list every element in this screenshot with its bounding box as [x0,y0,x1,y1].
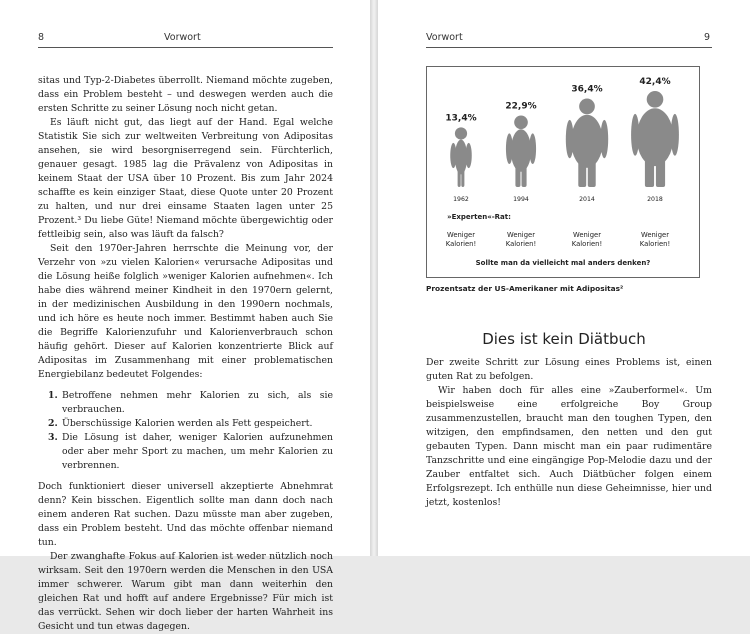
advice-label: Kalorien! [571,240,603,248]
running-head: Vorwort [426,32,463,43]
year-label: 2018 [647,196,663,203]
page-number: 9 [704,32,711,43]
silhouette-arm [671,114,679,156]
silhouette-torso [637,108,674,166]
paragraph: Es läuft nicht gut, das liegt auf der Hand. Egal welche Statistik Sie sich zur weltweiten Verbreitung von Adipositas ansehen, sie wird besorgniserregend sein. Fürchterlich, genauer gesagt. 1985 lag die Prävalenz von Adipositas in keinem Staat der USA über 10 Prozent. Bis zum Jahr 2024 schaffte es kein einziger Staat, diese Quote unter 20 Prozent zu halten, und nur drei einsame Staaten lagen unter 25 Prozent.³ Du liebe Güte! Niemand möchte übergewichtig oder fettleibig sein, also was läuft da falsch? [38,117,333,240]
left-page [0,0,370,632]
silhouette-arm [566,120,574,158]
right-page [378,0,750,556]
figure-caption: Prozentsatz der US-Amerikaner mit Adipositas² [426,284,624,293]
obesity-figure [426,66,700,278]
list-text: Die Lösung ist daher, weniger Kalorien aufzunehmen oder aber mehr Sport zu machen, um mehr Kalorien zu verbrennen. [62,432,333,471]
list-item [48,431,333,473]
silhouette-arm [631,114,639,156]
silhouette-arm [506,133,513,164]
silhouette-arm [466,143,472,168]
book-gutter [370,0,378,556]
advice-label: Kalorien! [505,240,537,248]
paragraph: Doch funktioniert dieser universell akzeptierte Abnehmrat denn? Kein bisschen. Eigentlich sollte man dann doch nach einem anderen Rat suchen. Dazu müsste man aber zugeben, dass ein Problem besteht. Und das möchte offenbar niemand tun. [38,481,333,548]
silhouette-arm [600,120,608,158]
paragraph: Der zwanghafte Fokus auf Kalorien ist weder nützlich noch wirksam. Seit den 1970ern werden die Menschen in den USA immer schwerer. Warum gibt man dann weiterhin den gleichen Rat und hofft auf andere Ergebnisse? Für mich ist das verrückt. Sehen wir doch lieber der harten Wahrheit ins Gesicht und tun etwas dagegen. [38,551,333,632]
figure-illustration [427,67,699,277]
list-number: 1. [48,390,58,401]
percentage-label: 13,4% [445,113,477,124]
list-item [48,417,333,431]
silhouette-torso [455,140,467,175]
silhouette-head [647,91,664,108]
page-number: 8 [38,32,45,43]
list-item [48,389,333,417]
silhouette-torso [571,115,603,168]
advice-label: Weniger [507,231,535,239]
header-rule [38,47,333,48]
silhouette-head [514,115,528,129]
advice-label: Weniger [573,231,601,239]
paragraph: sitas und Typ-2-Diabetes überrollt. Niemand möchte zugeben, dass ein Problem besteht – und deswegen werden auch die ersten Schritte zu seiner Lösung noch nicht getan. [38,75,333,114]
silhouette-arm [450,143,456,168]
list-text: Betroffene nehmen mehr Kalorien zu sich, als sie verbrauchen. [62,390,333,415]
figure-question: Sollte man da vielleicht mal anders denken? [475,259,651,267]
advice-label: Kalorien! [639,240,671,248]
advice-label: Kalorien! [445,240,477,248]
silhouette-head [455,127,467,139]
list-text: Überschüssige Kalorien werden als Fett gespeichert. [62,418,313,429]
advice-label: Weniger [641,231,669,239]
percentage-label: 36,4% [571,84,603,95]
list-number: 2. [48,418,58,429]
paragraph: Der zweite Schritt zur Lösung eines Problems ist, einen guten Rat zu befolgen. [426,357,712,382]
paragraph: Seit den 1970er-Jahren herrschte die Meinung vor, der Verzehr von »zu vielen Kalorien« verursache Adipositas und die Lösung heiße folglich »weniger Kalorien aufnehmen«. Ich habe dies während meiner Kindheit in den 1970ern gelernt, in der medizinischen Ausbildung in den 1990ern nochmals, und ich höre es heute noch immer. Bestimmt haben auch Sie die Begriffe Kalorienzufuhr und Kalorienverbrauch schon häufig gehört. Dieser auf Kalorien konzentrierte Blick auf Adipositas im Zusammenhang mit einer problematischen Energiebilanz bedeutet Folgendes: [38,243,333,380]
right-body-text [426,356,712,510]
percentage-label: 22,9% [505,101,537,112]
paragraph: Wir haben doch für alles eine »Zauberformel«. Um beispielsweise eine erfolgreiche Boy Group zusammenzustellen, braucht man den toughen Typen, den witzigen, den empfindsamen, den netten und den gut gebauten Typen. Dann mischt man ein paar rudimentäre Tanzschritte und eine eingängige Pop-Melodie dazu und der Zauber entfaltet sich. Auch Diätbücher folgen einem Erfolgsrezept. Ich enthülle nun diese Geheimnisse, hier und jetzt, kostenlos! [426,385,712,508]
year-label: 1962 [453,196,469,203]
silhouette-arm [529,133,536,164]
year-label: 2014 [579,196,595,203]
advice-label: Weniger [447,231,475,239]
list-number: 3. [48,432,58,443]
percentage-label: 42,4% [639,77,671,88]
left-body-text [38,74,333,634]
numbered-list [38,389,333,473]
expert-advice-heading: »Experten«-Rat: [447,213,511,221]
silhouette-head [579,99,595,115]
silhouette-torso [511,129,531,171]
running-head: Vorwort [164,32,201,43]
header-rule [426,47,712,48]
section-heading: Dies ist kein Diätbuch [482,330,646,348]
year-label: 1994 [513,196,529,203]
